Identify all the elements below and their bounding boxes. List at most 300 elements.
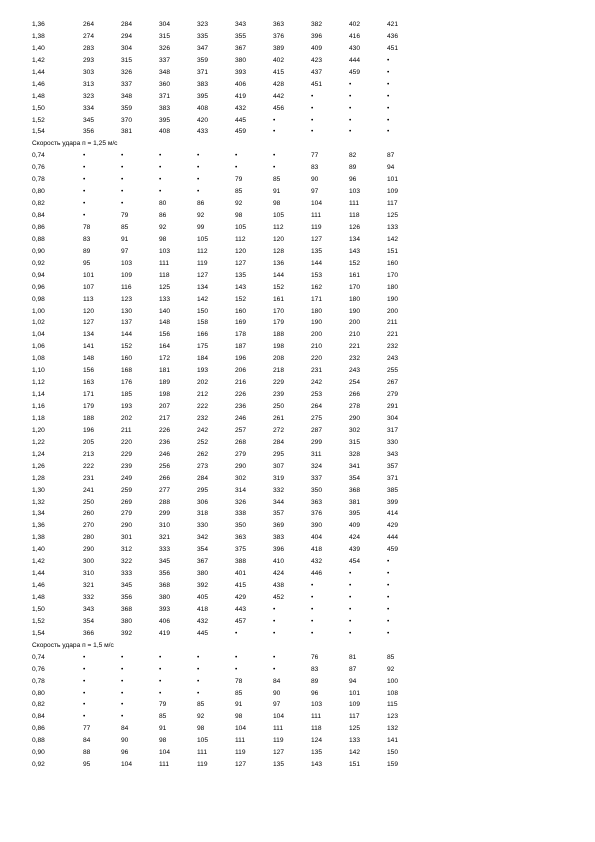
value-cell: •	[121, 164, 124, 172]
value-cell: 419	[159, 629, 171, 637]
value-cell: 104	[273, 713, 285, 721]
value-cell: •	[83, 713, 86, 721]
value-cell: 371	[197, 68, 209, 76]
value-cell: 459	[349, 68, 361, 76]
value-cell: 264	[83, 21, 95, 28]
value-cell: 103	[121, 259, 133, 267]
value-cell: 341	[349, 462, 361, 470]
value-cell: 393	[159, 605, 171, 613]
table-row	[32, 735, 552, 747]
value-cell: 161	[273, 295, 285, 303]
value-cell: 290	[121, 522, 133, 530]
value-cell: •	[159, 677, 162, 685]
value-cell: 100	[387, 677, 399, 685]
value-cell: 389	[273, 44, 285, 52]
value-cell: 266	[159, 474, 171, 482]
value-cell: 127	[273, 749, 285, 757]
value-cell: •	[387, 629, 390, 637]
value-cell: 112	[273, 223, 284, 231]
value-cell: 200	[311, 331, 323, 339]
value-cell: 416	[349, 32, 361, 40]
value-cell: 89	[83, 247, 91, 255]
value-cell: •	[273, 164, 276, 172]
value-cell: •	[159, 653, 162, 661]
value-cell: •	[311, 605, 314, 613]
value-cell: 169	[235, 319, 247, 327]
value-cell: 345	[83, 116, 95, 124]
value-cell: 162	[311, 283, 323, 291]
value-cell: •	[235, 164, 238, 172]
row-key-cell: 1,26	[32, 462, 45, 470]
value-cell: 127	[311, 235, 323, 243]
value-cell: •	[349, 104, 352, 112]
value-cell: 200	[387, 307, 399, 315]
row-key-cell: 0,90	[32, 749, 45, 757]
value-cell: 359	[197, 56, 209, 64]
value-cell: 269	[121, 498, 133, 506]
value-cell: 259	[121, 486, 133, 494]
value-cell: 432	[197, 617, 209, 625]
value-cell: 239	[273, 391, 285, 399]
value-cell: •	[197, 188, 200, 196]
table-row	[32, 115, 552, 127]
value-cell: 333	[121, 570, 133, 578]
value-cell: 442	[273, 92, 285, 100]
value-cell: 380	[235, 56, 247, 64]
value-cell: •	[387, 56, 390, 64]
value-cell: 111	[159, 259, 170, 267]
table-row	[32, 270, 552, 282]
row-key-cell: 0,74	[32, 152, 45, 160]
value-cell: 359	[121, 104, 133, 112]
value-cell: 392	[121, 629, 133, 637]
value-cell: 326	[121, 68, 133, 76]
row-key-cell: 1,52	[32, 116, 45, 124]
value-cell: 262	[197, 450, 209, 458]
value-cell: 454	[349, 558, 361, 566]
value-cell: 125	[159, 283, 171, 291]
value-cell: 241	[83, 486, 95, 494]
table-row	[32, 676, 552, 688]
value-cell: 198	[273, 343, 285, 351]
value-cell: 357	[387, 462, 399, 470]
value-cell: 326	[159, 44, 171, 52]
table-row	[32, 210, 552, 222]
value-cell: 120	[273, 235, 285, 243]
value-cell: 347	[197, 44, 209, 52]
value-cell: 310	[159, 522, 171, 530]
table-row	[32, 31, 552, 43]
value-cell: 125	[349, 725, 361, 733]
value-cell: 85	[273, 176, 281, 184]
table-row	[32, 79, 552, 91]
value-cell: 83	[311, 164, 319, 172]
table-row	[32, 520, 552, 532]
table-row	[32, 306, 552, 318]
value-cell: 213	[83, 450, 95, 458]
value-cell: 109	[121, 271, 133, 279]
row-key-cell: 1,42	[32, 56, 45, 64]
value-cell: 152	[121, 343, 133, 351]
value-cell: 275	[311, 414, 323, 422]
value-cell: 383	[197, 80, 209, 88]
value-cell: 278	[349, 403, 361, 410]
value-cell: 443	[235, 605, 247, 613]
value-cell: 430	[349, 44, 361, 52]
value-cell: 420	[197, 116, 209, 124]
value-cell: 193	[121, 403, 133, 410]
table-row	[32, 353, 552, 365]
value-cell: 143	[349, 247, 361, 255]
value-cell: 243	[387, 355, 399, 363]
value-cell: 190	[311, 319, 323, 327]
value-cell: 140	[159, 307, 171, 315]
row-key-cell: 0,78	[32, 677, 45, 685]
value-cell: 163	[83, 379, 95, 387]
value-cell: 90	[273, 689, 281, 697]
value-cell: 356	[83, 128, 95, 136]
value-cell: •	[197, 176, 200, 184]
value-cell: 187	[235, 343, 247, 351]
table-row	[32, 580, 552, 592]
value-cell: 95	[83, 259, 91, 267]
value-cell: •	[197, 677, 200, 685]
value-cell: 317	[387, 426, 399, 434]
value-cell: 396	[273, 546, 285, 554]
value-cell: •	[273, 116, 276, 124]
value-cell: 82	[349, 152, 357, 160]
value-cell: 375	[235, 546, 247, 554]
value-cell: 383	[159, 104, 171, 112]
value-cell: 312	[121, 546, 133, 554]
row-key-cell: 1,00	[32, 307, 45, 315]
value-cell: 418	[311, 546, 323, 554]
value-cell: 415	[273, 68, 285, 76]
table-row	[32, 341, 552, 353]
row-key-cell: 1,40	[32, 546, 45, 554]
value-cell: 356	[121, 594, 133, 601]
value-cell: 76	[311, 653, 319, 661]
value-cell: •	[349, 582, 352, 590]
value-cell: 96	[121, 749, 129, 757]
row-key-cell: 1,44	[32, 68, 45, 76]
value-cell: 409	[349, 522, 361, 530]
table-row	[32, 747, 552, 759]
value-cell: 439	[349, 546, 361, 554]
value-cell: 300	[83, 558, 95, 566]
value-cell: •	[121, 152, 124, 160]
value-cell: 323	[197, 21, 209, 28]
value-cell: 161	[349, 271, 361, 279]
value-cell: 94	[387, 164, 395, 172]
value-cell: •	[83, 653, 86, 661]
value-cell: 380	[197, 570, 209, 578]
value-cell: 337	[311, 474, 323, 482]
value-cell: 342	[197, 534, 209, 542]
value-cell: 222	[197, 403, 209, 410]
value-cell: 152	[349, 259, 361, 267]
value-cell: •	[159, 176, 162, 184]
value-cell: 406	[235, 80, 247, 88]
row-key-cell: 0,98	[32, 295, 45, 303]
value-cell: 135	[311, 247, 323, 255]
value-cell: 354	[197, 546, 209, 554]
value-cell: 366	[83, 629, 95, 637]
value-cell: •	[83, 212, 86, 219]
value-cell: 319	[273, 474, 285, 482]
row-key-cell: 0,84	[32, 212, 45, 219]
value-cell: 232	[387, 343, 399, 351]
value-cell: 144	[121, 331, 133, 339]
value-cell: •	[235, 653, 238, 661]
value-cell: 117	[349, 713, 360, 721]
value-cell: •	[197, 653, 200, 661]
table-row	[32, 688, 552, 700]
value-cell: 171	[83, 391, 95, 399]
value-cell: 451	[311, 80, 323, 88]
value-cell: 132	[387, 725, 399, 733]
value-cell: 143	[235, 283, 247, 291]
row-key-cell: 1,50	[32, 104, 45, 112]
value-cell: 432	[311, 558, 323, 566]
value-cell: 120	[235, 247, 247, 255]
row-key-cell: 1,22	[32, 438, 45, 446]
value-cell: 89	[349, 164, 357, 172]
value-cell: •	[83, 665, 86, 673]
row-key-cell: 0,94	[32, 271, 45, 279]
value-cell: 141	[387, 737, 399, 745]
table-row	[32, 652, 552, 664]
value-cell: •	[387, 92, 390, 100]
value-cell: 180	[311, 307, 323, 315]
value-cell: 402	[273, 56, 285, 64]
row-key-cell: 1,08	[32, 355, 45, 363]
value-cell: 152	[235, 295, 247, 303]
row-key-cell: 1,12	[32, 379, 45, 387]
value-cell: 210	[349, 331, 361, 339]
value-cell: 367	[235, 44, 247, 52]
value-cell: •	[83, 176, 86, 184]
value-cell: 294	[121, 32, 133, 40]
value-cell: •	[159, 188, 162, 196]
value-cell: 357	[273, 510, 285, 518]
value-cell: 109	[387, 188, 399, 196]
row-key-cell: 1,30	[32, 486, 45, 494]
value-cell: 367	[197, 558, 209, 566]
value-cell: 311	[311, 450, 322, 458]
value-cell: 188	[273, 331, 285, 339]
value-cell: 323	[83, 92, 95, 100]
value-cell: 344	[273, 498, 285, 506]
table-row	[32, 485, 552, 497]
value-cell: 408	[197, 104, 209, 112]
row-key-cell: 0,90	[32, 247, 45, 255]
value-cell: 91	[121, 235, 129, 243]
value-cell: 279	[121, 510, 133, 518]
value-cell: •	[121, 200, 124, 208]
value-cell: 232	[349, 355, 361, 363]
row-key-cell: 1,54	[32, 629, 45, 637]
value-cell: •	[387, 582, 390, 590]
value-cell: •	[387, 594, 390, 601]
value-cell: 85	[121, 223, 129, 231]
value-cell: 376	[273, 32, 285, 40]
value-cell: 306	[197, 498, 209, 506]
value-cell: 277	[159, 486, 171, 494]
value-cell: 313	[83, 80, 95, 88]
value-cell: 184	[197, 355, 209, 363]
value-cell: 220	[311, 355, 323, 363]
value-cell: 79	[235, 176, 243, 184]
value-cell: 222	[83, 462, 95, 470]
value-cell: 175	[197, 343, 209, 351]
value-cell: 299	[311, 438, 323, 446]
value-cell: 196	[235, 355, 247, 363]
value-cell: 301	[121, 534, 133, 542]
value-cell: •	[349, 605, 352, 613]
value-cell: 98	[235, 713, 243, 721]
value-cell: 160	[387, 259, 399, 267]
value-cell: 111	[349, 200, 360, 208]
table-row	[32, 723, 552, 735]
table-row	[32, 317, 552, 329]
value-cell: 221	[349, 343, 361, 351]
row-key-cell: 0,82	[32, 200, 45, 208]
value-cell: 152	[273, 283, 285, 291]
value-cell: •	[387, 128, 390, 136]
value-cell: •	[83, 677, 86, 685]
value-cell: 302	[349, 426, 361, 434]
value-cell: 79	[121, 212, 129, 219]
value-cell: 217	[159, 414, 171, 422]
value-cell: 369	[273, 522, 285, 530]
row-key-cell: 1,42	[32, 558, 45, 566]
row-key-cell: 0,76	[32, 164, 45, 172]
value-cell: 98	[197, 725, 205, 733]
value-cell: 111	[273, 725, 284, 733]
value-cell: 111	[311, 212, 322, 219]
value-cell: 246	[159, 450, 171, 458]
value-cell: •	[349, 570, 352, 578]
value-cell: 270	[83, 522, 95, 530]
value-cell: 109	[349, 701, 361, 709]
value-cell: 92	[159, 223, 167, 231]
value-cell: 158	[197, 319, 209, 327]
value-cell: •	[273, 629, 276, 637]
row-key-cell: 0,74	[32, 653, 45, 661]
value-cell: 92	[387, 665, 395, 673]
value-cell: 445	[235, 116, 247, 124]
value-cell: 133	[159, 295, 171, 303]
value-cell: 250	[273, 403, 285, 410]
value-cell: 134	[83, 331, 95, 339]
value-cell: 321	[83, 582, 95, 590]
value-cell: •	[349, 116, 352, 124]
value-cell: 326	[235, 498, 247, 506]
value-cell: •	[387, 617, 390, 625]
value-cell: 421	[387, 21, 399, 28]
value-cell: 103	[349, 188, 361, 196]
value-cell: 229	[273, 379, 285, 387]
value-cell: 381	[121, 128, 133, 136]
value-cell: 318	[197, 510, 209, 518]
value-cell: 274	[83, 32, 95, 40]
value-cell: 334	[83, 104, 95, 112]
row-key-cell: 1,50	[32, 605, 45, 613]
value-cell: 396	[311, 32, 323, 40]
value-cell: 310	[83, 570, 95, 578]
value-cell: 141	[83, 343, 95, 351]
value-cell: 356	[159, 570, 171, 578]
value-cell: 178	[235, 331, 247, 339]
value-cell: 105	[235, 223, 247, 231]
value-cell: 376	[311, 510, 323, 518]
value-cell: •	[83, 164, 86, 172]
row-key-cell: 1,38	[32, 32, 45, 40]
value-cell: 86	[197, 200, 205, 208]
value-cell: 279	[387, 391, 399, 399]
value-cell: 103	[159, 247, 171, 255]
value-cell: 190	[349, 307, 361, 315]
value-cell: 429	[387, 522, 399, 530]
row-key-cell: 1,46	[32, 80, 45, 88]
value-cell: 221	[387, 331, 399, 339]
value-cell: 211	[387, 319, 398, 327]
value-cell: 89	[311, 677, 319, 685]
value-cell: 119	[273, 737, 284, 745]
value-cell: 156	[159, 331, 171, 339]
value-cell: 111	[235, 737, 246, 745]
value-cell: 246	[235, 414, 247, 422]
value-cell: 459	[387, 546, 399, 554]
value-cell: 193	[197, 367, 209, 375]
value-cell: 144	[311, 259, 323, 267]
value-cell: 232	[197, 414, 209, 422]
value-cell: 328	[349, 450, 361, 458]
value-cell: 218	[273, 367, 285, 375]
table-row	[32, 365, 552, 377]
value-cell: 283	[83, 44, 95, 52]
value-cell: 345	[159, 558, 171, 566]
value-cell: •	[121, 677, 124, 685]
value-cell: 96	[349, 176, 357, 184]
value-cell: 150	[197, 307, 209, 315]
value-cell: 85	[235, 689, 243, 697]
value-cell: 399	[387, 498, 399, 506]
value-cell: 90	[121, 737, 129, 745]
table-row	[32, 556, 552, 568]
value-cell: 249	[121, 474, 133, 482]
value-cell: 368	[121, 605, 133, 613]
value-cell: 335	[197, 32, 209, 40]
table-row	[32, 67, 552, 79]
value-cell: 115	[387, 701, 398, 709]
table-row	[32, 246, 552, 258]
table-row	[32, 389, 552, 401]
value-cell: 410	[273, 558, 285, 566]
table-row	[32, 234, 552, 246]
value-cell: •	[197, 164, 200, 172]
value-cell: 83	[311, 665, 319, 673]
value-cell: 108	[387, 689, 399, 697]
value-cell: 84	[83, 737, 91, 745]
value-cell: •	[121, 689, 124, 697]
value-cell: 380	[159, 594, 171, 601]
value-cell: 291	[387, 403, 399, 410]
value-cell: 293	[83, 56, 95, 64]
value-cell: •	[83, 689, 86, 697]
table-row	[32, 437, 552, 449]
